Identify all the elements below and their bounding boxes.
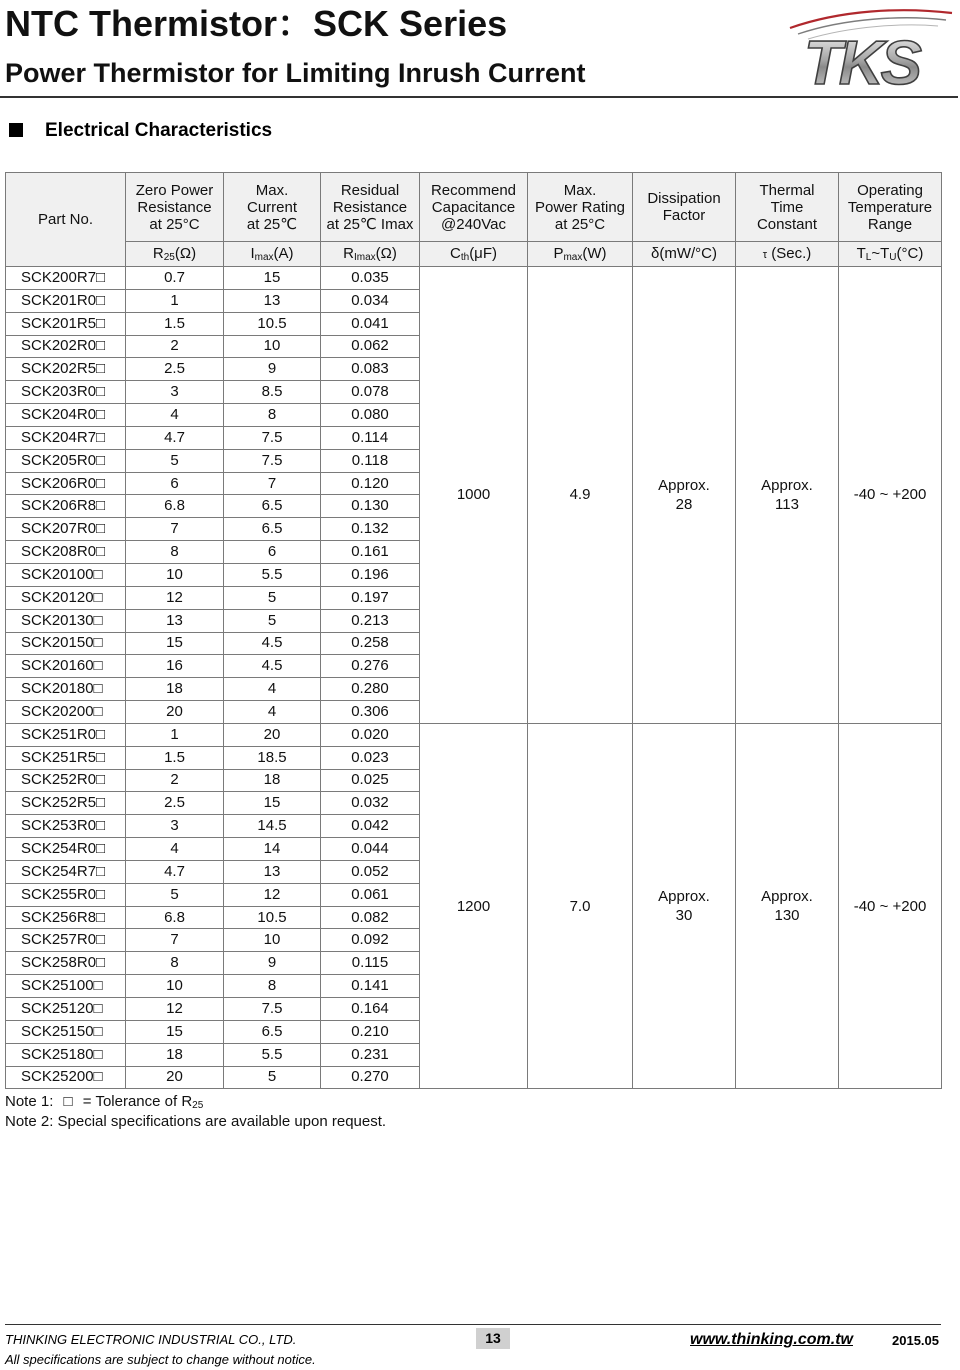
- max-current-cell: 6.5: [224, 495, 321, 518]
- max-current-cell: 8: [224, 404, 321, 427]
- zero-power-resistance-cell: 18: [126, 678, 224, 701]
- max-current-cell: 10: [224, 335, 321, 358]
- part-no-cell: SCK20130□: [6, 609, 126, 632]
- unit-text: (A): [273, 245, 294, 262]
- column-header-residual-resistance: Residual Resistance at 25℃ Imax: [321, 173, 420, 242]
- part-no-cell: SCK207R0□: [6, 518, 126, 541]
- residual-resistance-cell: 0.306: [321, 701, 420, 724]
- table-row: [6, 267, 942, 290]
- part-no-cell: SCK254R7□: [6, 860, 126, 883]
- part-no-cell: SCK252R5□: [6, 792, 126, 815]
- zero-power-resistance-cell: 16: [126, 655, 224, 678]
- residual-resistance-cell: 0.164: [321, 998, 420, 1021]
- max-current-cell: 7: [224, 472, 321, 495]
- zero-power-resistance-cell: 4: [126, 838, 224, 861]
- zero-power-resistance-cell: 7: [126, 518, 224, 541]
- header-row: [6, 173, 942, 242]
- residual-resistance-cell: 0.061: [321, 883, 420, 906]
- part-no-cell: SCK256R8□: [6, 906, 126, 929]
- residual-resistance-cell: 0.023: [321, 746, 420, 769]
- max-current-cell: 5: [224, 609, 321, 632]
- residual-resistance-cell: 0.120: [321, 472, 420, 495]
- max-current-cell: 8.5: [224, 381, 321, 404]
- max-current-cell: 5: [224, 1066, 321, 1089]
- residual-resistance-cell: 0.210: [321, 1020, 420, 1043]
- zero-power-resistance-cell: 10: [126, 975, 224, 998]
- part-no-cell: SCK252R0□: [6, 769, 126, 792]
- section-title: Electrical Characteristics: [45, 120, 273, 141]
- residual-resistance-cell: 0.130: [321, 495, 420, 518]
- max-current-cell: 10.5: [224, 312, 321, 335]
- part-no-cell: SCK25150□: [6, 1020, 126, 1043]
- unit-cell: [839, 242, 942, 267]
- residual-resistance-cell: 0.082: [321, 906, 420, 929]
- zero-power-resistance-cell: 7: [126, 929, 224, 952]
- part-no-cell: SCK204R0□: [6, 404, 126, 427]
- residual-resistance-cell: 0.161: [321, 541, 420, 564]
- zero-power-resistance-cell: 10: [126, 563, 224, 586]
- table-header: [6, 173, 942, 267]
- residual-resistance-cell: 0.196: [321, 563, 420, 586]
- unit-subscript: L: [865, 252, 872, 263]
- residual-resistance-cell: 0.025: [321, 769, 420, 792]
- unit-text: (Ω): [174, 245, 197, 262]
- unit-text: R: [343, 245, 354, 262]
- unit-subscript: th: [460, 252, 470, 263]
- residual-resistance-cell: 0.092: [321, 929, 420, 952]
- part-no-cell: SCK206R8□: [6, 495, 126, 518]
- page-number: 13: [476, 1328, 510, 1349]
- column-header-zero-power-resistance: Zero Power Resistance at 25°C: [126, 173, 224, 242]
- max-current-cell: 18.5: [224, 746, 321, 769]
- main-content: [5, 172, 941, 1132]
- part-no-cell: SCK253R0□: [6, 815, 126, 838]
- unit-cell: [224, 242, 321, 267]
- part-no-cell: SCK255R0□: [6, 883, 126, 906]
- residual-resistance-cell: 0.141: [321, 975, 420, 998]
- zero-power-resistance-cell: 15: [126, 632, 224, 655]
- residual-resistance-cell: 0.118: [321, 449, 420, 472]
- residual-resistance-cell: 0.280: [321, 678, 420, 701]
- zero-power-resistance-cell: 18: [126, 1043, 224, 1066]
- unit-subscript: max: [254, 252, 274, 263]
- column-header-dissipation-factor: Dissipation Factor: [633, 173, 736, 242]
- logo-text: TKS: [804, 29, 919, 90]
- max-current-cell: 12: [224, 883, 321, 906]
- part-no-cell: SCK251R0□: [6, 723, 126, 746]
- part-no-cell: SCK25120□: [6, 998, 126, 1021]
- residual-resistance-cell: 0.270: [321, 1066, 420, 1089]
- max-current-cell: 4.5: [224, 632, 321, 655]
- note-1-text: = Tolerance of R: [82, 1093, 193, 1111]
- max-current-cell: 6.5: [224, 518, 321, 541]
- unit-subscript: Imax: [353, 252, 376, 263]
- unit-text: (Ω): [375, 245, 397, 262]
- part-no-cell: SCK25200□: [6, 1066, 126, 1089]
- residual-resistance-cell: 0.052: [321, 860, 420, 883]
- residual-resistance-cell: 0.115: [321, 952, 420, 975]
- notes: [5, 1092, 941, 1132]
- max-current-cell: 4: [224, 678, 321, 701]
- part-no-cell: SCK254R0□: [6, 838, 126, 861]
- part-no-cell: SCK25100□: [6, 975, 126, 998]
- zero-power-resistance-cell: 2: [126, 769, 224, 792]
- units-row: [6, 242, 942, 267]
- unit-cell: [736, 242, 839, 267]
- unit-cell: [126, 242, 224, 267]
- zero-power-resistance-cell: 2: [126, 335, 224, 358]
- page-subtitle: Power Thermistor for Limiting Inrush Current: [5, 58, 586, 88]
- part-no-cell: SCK201R5□: [6, 312, 126, 335]
- footer-company: THINKING ELECTRONIC INDUSTRIAL CO., LTD.: [5, 1332, 297, 1347]
- max-current-cell: 5.5: [224, 1043, 321, 1066]
- part-no-cell: SCK20120□: [6, 586, 126, 609]
- recommend-capacitance-cell: 1000: [420, 267, 528, 724]
- max-current-cell: 14: [224, 838, 321, 861]
- max-current-cell: 18: [224, 769, 321, 792]
- residual-resistance-cell: 0.032: [321, 792, 420, 815]
- part-no-cell: SCK20160□: [6, 655, 126, 678]
- max-current-cell: 8: [224, 975, 321, 998]
- footer-disclaimer: All specifications are subject to change without notice.: [5, 1352, 316, 1367]
- residual-resistance-cell: 0.080: [321, 404, 420, 427]
- part-no-cell: SCK20150□: [6, 632, 126, 655]
- unit-subscript: max: [563, 252, 583, 263]
- max-current-cell: 6.5: [224, 1020, 321, 1043]
- footer-divider: [5, 1324, 941, 1325]
- zero-power-resistance-cell: 6: [126, 472, 224, 495]
- residual-resistance-cell: 0.041: [321, 312, 420, 335]
- residual-resistance-cell: 0.042: [321, 815, 420, 838]
- part-no-cell: SCK25180□: [6, 1043, 126, 1066]
- zero-power-resistance-cell: 13: [126, 609, 224, 632]
- max-current-cell: 13: [224, 860, 321, 883]
- unit-subscript: U: [889, 252, 897, 263]
- unit-text: (Sec.): [767, 244, 812, 262]
- footer-date: 2015.05: [892, 1333, 939, 1348]
- part-no-cell: SCK201R0□: [6, 289, 126, 312]
- zero-power-resistance-cell: 1: [126, 723, 224, 746]
- zero-power-resistance-cell: 20: [126, 1066, 224, 1089]
- zero-power-resistance-cell: 1.5: [126, 312, 224, 335]
- unit-cell: [633, 242, 736, 267]
- zero-power-resistance-cell: 6.8: [126, 495, 224, 518]
- unit-text: P: [553, 245, 564, 262]
- max-current-cell: 6: [224, 541, 321, 564]
- residual-resistance-cell: 0.258: [321, 632, 420, 655]
- zero-power-resistance-cell: 5: [126, 883, 224, 906]
- part-no-cell: SCK20180□: [6, 678, 126, 701]
- zero-power-resistance-cell: 12: [126, 586, 224, 609]
- column-header-thermal-time-constant: Thermal Time Constant: [736, 173, 839, 242]
- unit-text: C: [450, 245, 461, 262]
- note-2: Note 2: Special specifications are available upon request.: [5, 1113, 387, 1131]
- max-current-cell: 5.5: [224, 563, 321, 586]
- residual-resistance-cell: 0.062: [321, 335, 420, 358]
- unit-cell: [528, 242, 633, 267]
- part-no-cell: SCK20100□: [6, 563, 126, 586]
- max-current-cell: 20: [224, 723, 321, 746]
- operating-temperature-range-cell: -40 ~ +200: [839, 267, 942, 724]
- zero-power-resistance-cell: 15: [126, 1020, 224, 1043]
- max-current-cell: 5: [224, 586, 321, 609]
- max-current-cell: 15: [224, 792, 321, 815]
- unit-subscript: 25: [163, 252, 175, 263]
- note-1-label: Note 1:: [5, 1093, 54, 1111]
- zero-power-resistance-cell: 1: [126, 289, 224, 312]
- thermal-time-constant-cell: Approx. 113: [736, 267, 839, 724]
- part-no-cell: SCK204R7□: [6, 426, 126, 449]
- note-1-subscript: 25: [192, 1100, 204, 1112]
- max-current-cell: 7.5: [224, 449, 321, 472]
- zero-power-resistance-cell: 0.7: [126, 267, 224, 290]
- zero-power-resistance-cell: 2.5: [126, 792, 224, 815]
- electrical-characteristics-table: [5, 172, 942, 1089]
- max-current-cell: 15: [224, 267, 321, 290]
- tks-logo: [786, 4, 956, 90]
- max-current-cell: 4.5: [224, 655, 321, 678]
- max-current-cell: 10.5: [224, 906, 321, 929]
- zero-power-resistance-cell: 4.7: [126, 426, 224, 449]
- max-current-cell: 9: [224, 952, 321, 975]
- max-current-cell: 9: [224, 358, 321, 381]
- unit-text: T: [856, 245, 866, 262]
- unit-text: R: [152, 245, 164, 262]
- residual-resistance-cell: 0.197: [321, 586, 420, 609]
- zero-power-resistance-cell: 12: [126, 998, 224, 1021]
- residual-resistance-cell: 0.083: [321, 358, 420, 381]
- dissipation-factor-cell: Approx. 30: [633, 723, 736, 1089]
- part-no-cell: SCK205R0□: [6, 449, 126, 472]
- column-header-operating-temperature-range: Operating Temperature Range: [839, 173, 942, 242]
- unit-text: (μF): [469, 245, 497, 262]
- table-body: [6, 267, 942, 1089]
- unit-text: (°C): [896, 245, 924, 262]
- column-header-max-power-rating: Max. Power Rating at 25°C: [528, 173, 633, 242]
- part-no-cell: SCK202R0□: [6, 335, 126, 358]
- residual-resistance-cell: 0.132: [321, 518, 420, 541]
- residual-resistance-cell: 0.020: [321, 723, 420, 746]
- part-no-cell: SCK258R0□: [6, 952, 126, 975]
- zero-power-resistance-cell: 1.5: [126, 746, 224, 769]
- zero-power-resistance-cell: 4: [126, 404, 224, 427]
- tolerance-box-icon: □: [63, 1093, 73, 1111]
- residual-resistance-cell: 0.213: [321, 609, 420, 632]
- max-current-cell: 7.5: [224, 998, 321, 1021]
- column-header-part-no: Part No.: [6, 173, 126, 267]
- residual-resistance-cell: 0.231: [321, 1043, 420, 1066]
- unit-cell: [420, 242, 528, 267]
- max-current-cell: 14.5: [224, 815, 321, 838]
- thermal-time-constant-cell: Approx. 130: [736, 723, 839, 1089]
- max-current-cell: 4: [224, 701, 321, 724]
- max-current-cell: 13: [224, 289, 321, 312]
- residual-resistance-cell: 0.114: [321, 426, 420, 449]
- residual-resistance-cell: 0.078: [321, 381, 420, 404]
- residual-resistance-cell: 0.035: [321, 267, 420, 290]
- max-power-rating-cell: 4.9: [528, 267, 633, 724]
- part-no-cell: SCK202R5□: [6, 358, 126, 381]
- zero-power-resistance-cell: 5: [126, 449, 224, 472]
- zero-power-resistance-cell: 6.8: [126, 906, 224, 929]
- unit-text: ~T: [871, 245, 890, 262]
- zero-power-resistance-cell: 4.7: [126, 860, 224, 883]
- unit-symbol: τ: [762, 248, 768, 261]
- max-current-cell: 10: [224, 929, 321, 952]
- section-bullet-icon: [9, 123, 23, 137]
- dissipation-factor-cell: Approx. 28: [633, 267, 736, 724]
- zero-power-resistance-cell: 3: [126, 381, 224, 404]
- part-no-cell: SCK200R7□: [6, 267, 126, 290]
- part-no-cell: SCK208R0□: [6, 541, 126, 564]
- unit-text: (W): [582, 245, 607, 262]
- part-no-cell: SCK206R0□: [6, 472, 126, 495]
- part-no-cell: SCK251R5□: [6, 746, 126, 769]
- table-row: [6, 723, 942, 746]
- max-power-rating-cell: 7.0: [528, 723, 633, 1089]
- operating-temperature-range-cell: -40 ~ +200: [839, 723, 942, 1089]
- page-title: NTC Thermistor：SCK Series: [5, 3, 508, 44]
- unit-cell: [321, 242, 420, 267]
- part-no-cell: SCK203R0□: [6, 381, 126, 404]
- residual-resistance-cell: 0.276: [321, 655, 420, 678]
- max-current-cell: 7.5: [224, 426, 321, 449]
- zero-power-resistance-cell: 8: [126, 952, 224, 975]
- unit-text: δ(mW/°C): [651, 245, 717, 262]
- column-header-recommend-capacitance: Recommend Capacitance @240Vac: [420, 173, 528, 242]
- note-1: [5, 1092, 941, 1112]
- website-link[interactable]: www.thinking.com.tw: [690, 1331, 853, 1348]
- residual-resistance-cell: 0.044: [321, 838, 420, 861]
- part-no-cell: SCK20200□: [6, 701, 126, 724]
- header-divider: [0, 96, 958, 98]
- zero-power-resistance-cell: 3: [126, 815, 224, 838]
- residual-resistance-cell: 0.034: [321, 289, 420, 312]
- part-no-cell: SCK257R0□: [6, 929, 126, 952]
- zero-power-resistance-cell: 8: [126, 541, 224, 564]
- zero-power-resistance-cell: 2.5: [126, 358, 224, 381]
- recommend-capacitance-cell: 1200: [420, 723, 528, 1089]
- zero-power-resistance-cell: 20: [126, 701, 224, 724]
- unit-text: I: [250, 245, 255, 262]
- column-header-max-current: Max. Current at 25℃: [224, 173, 321, 242]
